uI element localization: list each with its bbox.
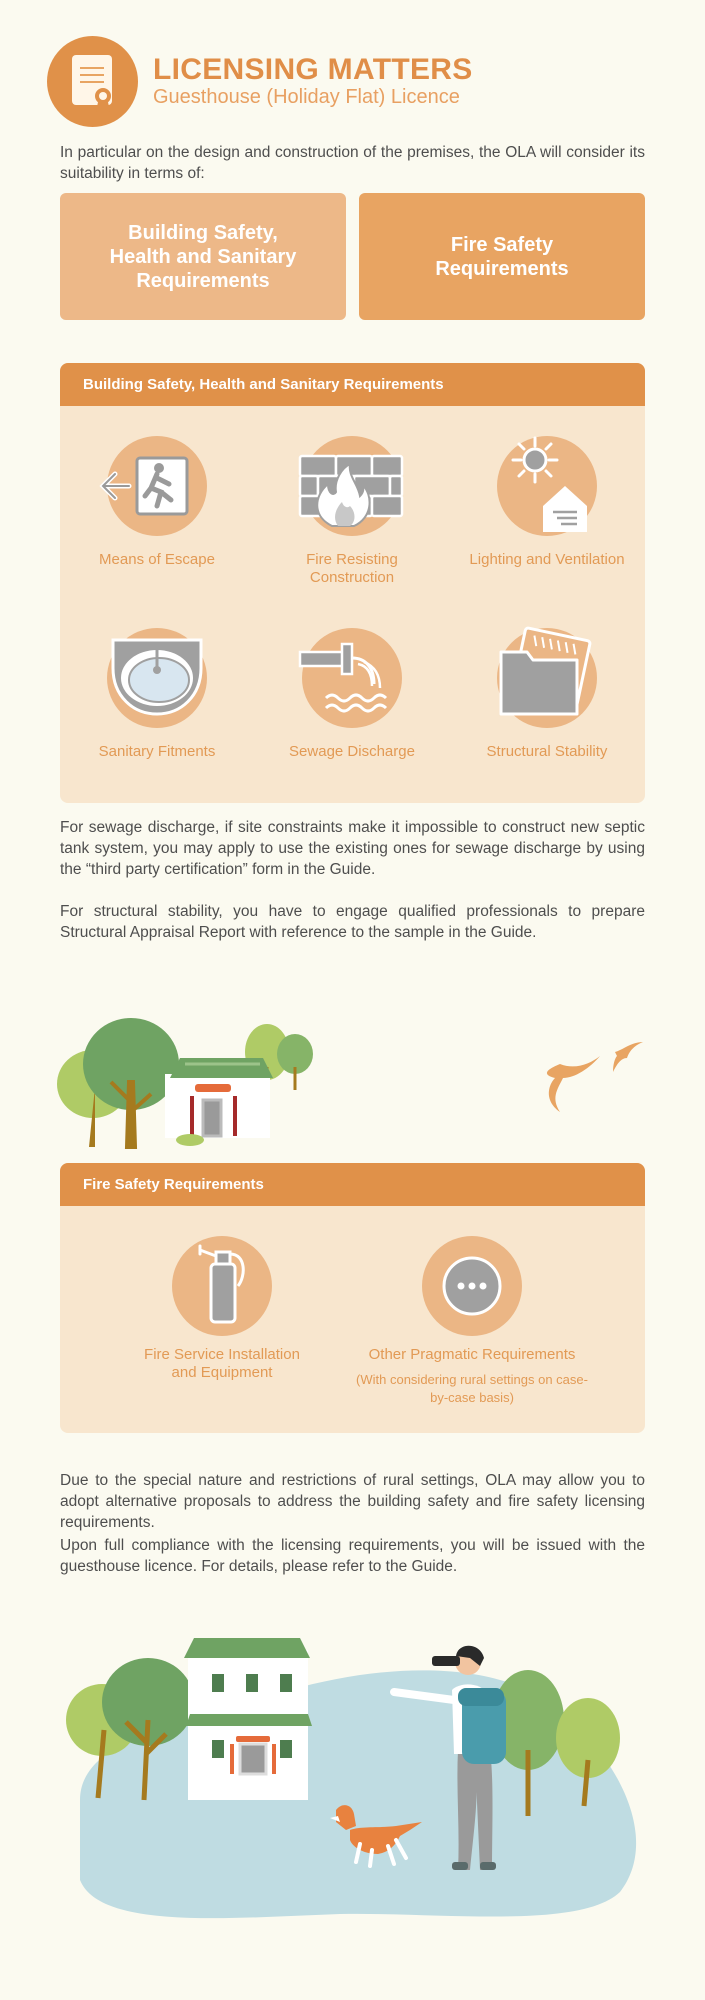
structural-paragraph: For structural stability, you have to engage qualified professionals to prepare Structural Appraisal Report with reference to the sample in the Guide. <box>60 903 645 941</box>
lighting-circle <box>497 436 597 536</box>
building-section-heading: Building Safety, Health and Sanitary Requirements <box>60 363 645 406</box>
other-requirements-circle <box>422 1236 522 1336</box>
header-logo <box>47 36 138 127</box>
other-requirements-label: Other Pragmatic Requirements <box>368 1346 576 1363</box>
fire-wall-icon <box>302 436 402 536</box>
card-building-safety <box>60 193 346 320</box>
other-requirements-sublabel: (With considering rural settings on case-by-case basis) <box>356 1372 588 1405</box>
compliance-paragraph: Upon full compliance with the licensing requirements, you will be issued with the guesthouse licence. For details, please refer to the Guide. <box>60 1537 645 1575</box>
intro-text: In particular on the design and construction of the premises, the OLA will consider its suitability in terms of: <box>60 144 645 182</box>
drain-pipe-icon <box>302 628 402 728</box>
more-options-icon <box>422 1236 522 1336</box>
sun-house-icon <box>497 436 597 536</box>
emergency-exit-icon <box>107 436 207 536</box>
structural-label: Structural Stability <box>486 743 608 760</box>
sewage-label: Sewage Discharge <box>289 743 415 760</box>
fire-section-heading: Fire Safety Requirements <box>60 1163 645 1206</box>
sewage-circle <box>302 628 402 728</box>
page-subtitle: Guesthouse (Holiday Flat) Licence <box>153 86 460 108</box>
birds <box>547 1042 643 1112</box>
sanitary-label: Sanitary Fitments <box>98 743 216 760</box>
structural-circle <box>497 628 597 728</box>
document-folder-icon <box>497 628 597 728</box>
washbasin-icon <box>107 628 207 728</box>
means-of-escape-label: Means of Escape <box>99 551 215 568</box>
countryside-illustration <box>60 1630 650 1930</box>
two-storey-house <box>184 1638 312 1800</box>
card-building-safety-label: Building Safety, Health and Sanitary Requirements <box>109 221 297 292</box>
fire-service-label: Fire Service Installation and Equipment <box>144 1346 300 1381</box>
page-title: LICENSING MATTERS <box>153 53 473 86</box>
sewage-paragraph: For sewage discharge, if site constraints make it impossible to construct new septic tank system, you may apply to use the existing ones for sewage discharge by using the “third party certification” form in the Guide. <box>60 819 645 878</box>
village-illustration <box>55 1012 655 1162</box>
fire-extinguisher-icon <box>172 1236 272 1336</box>
lighting-label: Lighting and Ventilation <box>469 551 625 568</box>
fire-resisting-label: Fire Resisting Construction <box>306 551 398 586</box>
card-fire-safety-label: Fire Safety Requirements <box>435 233 569 280</box>
certificate-icon <box>47 36 138 127</box>
fire-service-circle <box>172 1236 272 1336</box>
alternative-paragraph: Due to the special nature and restrictions of rural settings, OLA may allow you to adopt alternative proposals to address the building safety and fire safety licensing requirements. <box>60 1472 645 1531</box>
card-fire-safety <box>359 193 645 320</box>
sanitary-circle <box>107 628 207 728</box>
means-of-escape-circle <box>107 436 207 536</box>
village-house <box>165 1058 273 1146</box>
fire-resisting-circle <box>302 436 402 536</box>
